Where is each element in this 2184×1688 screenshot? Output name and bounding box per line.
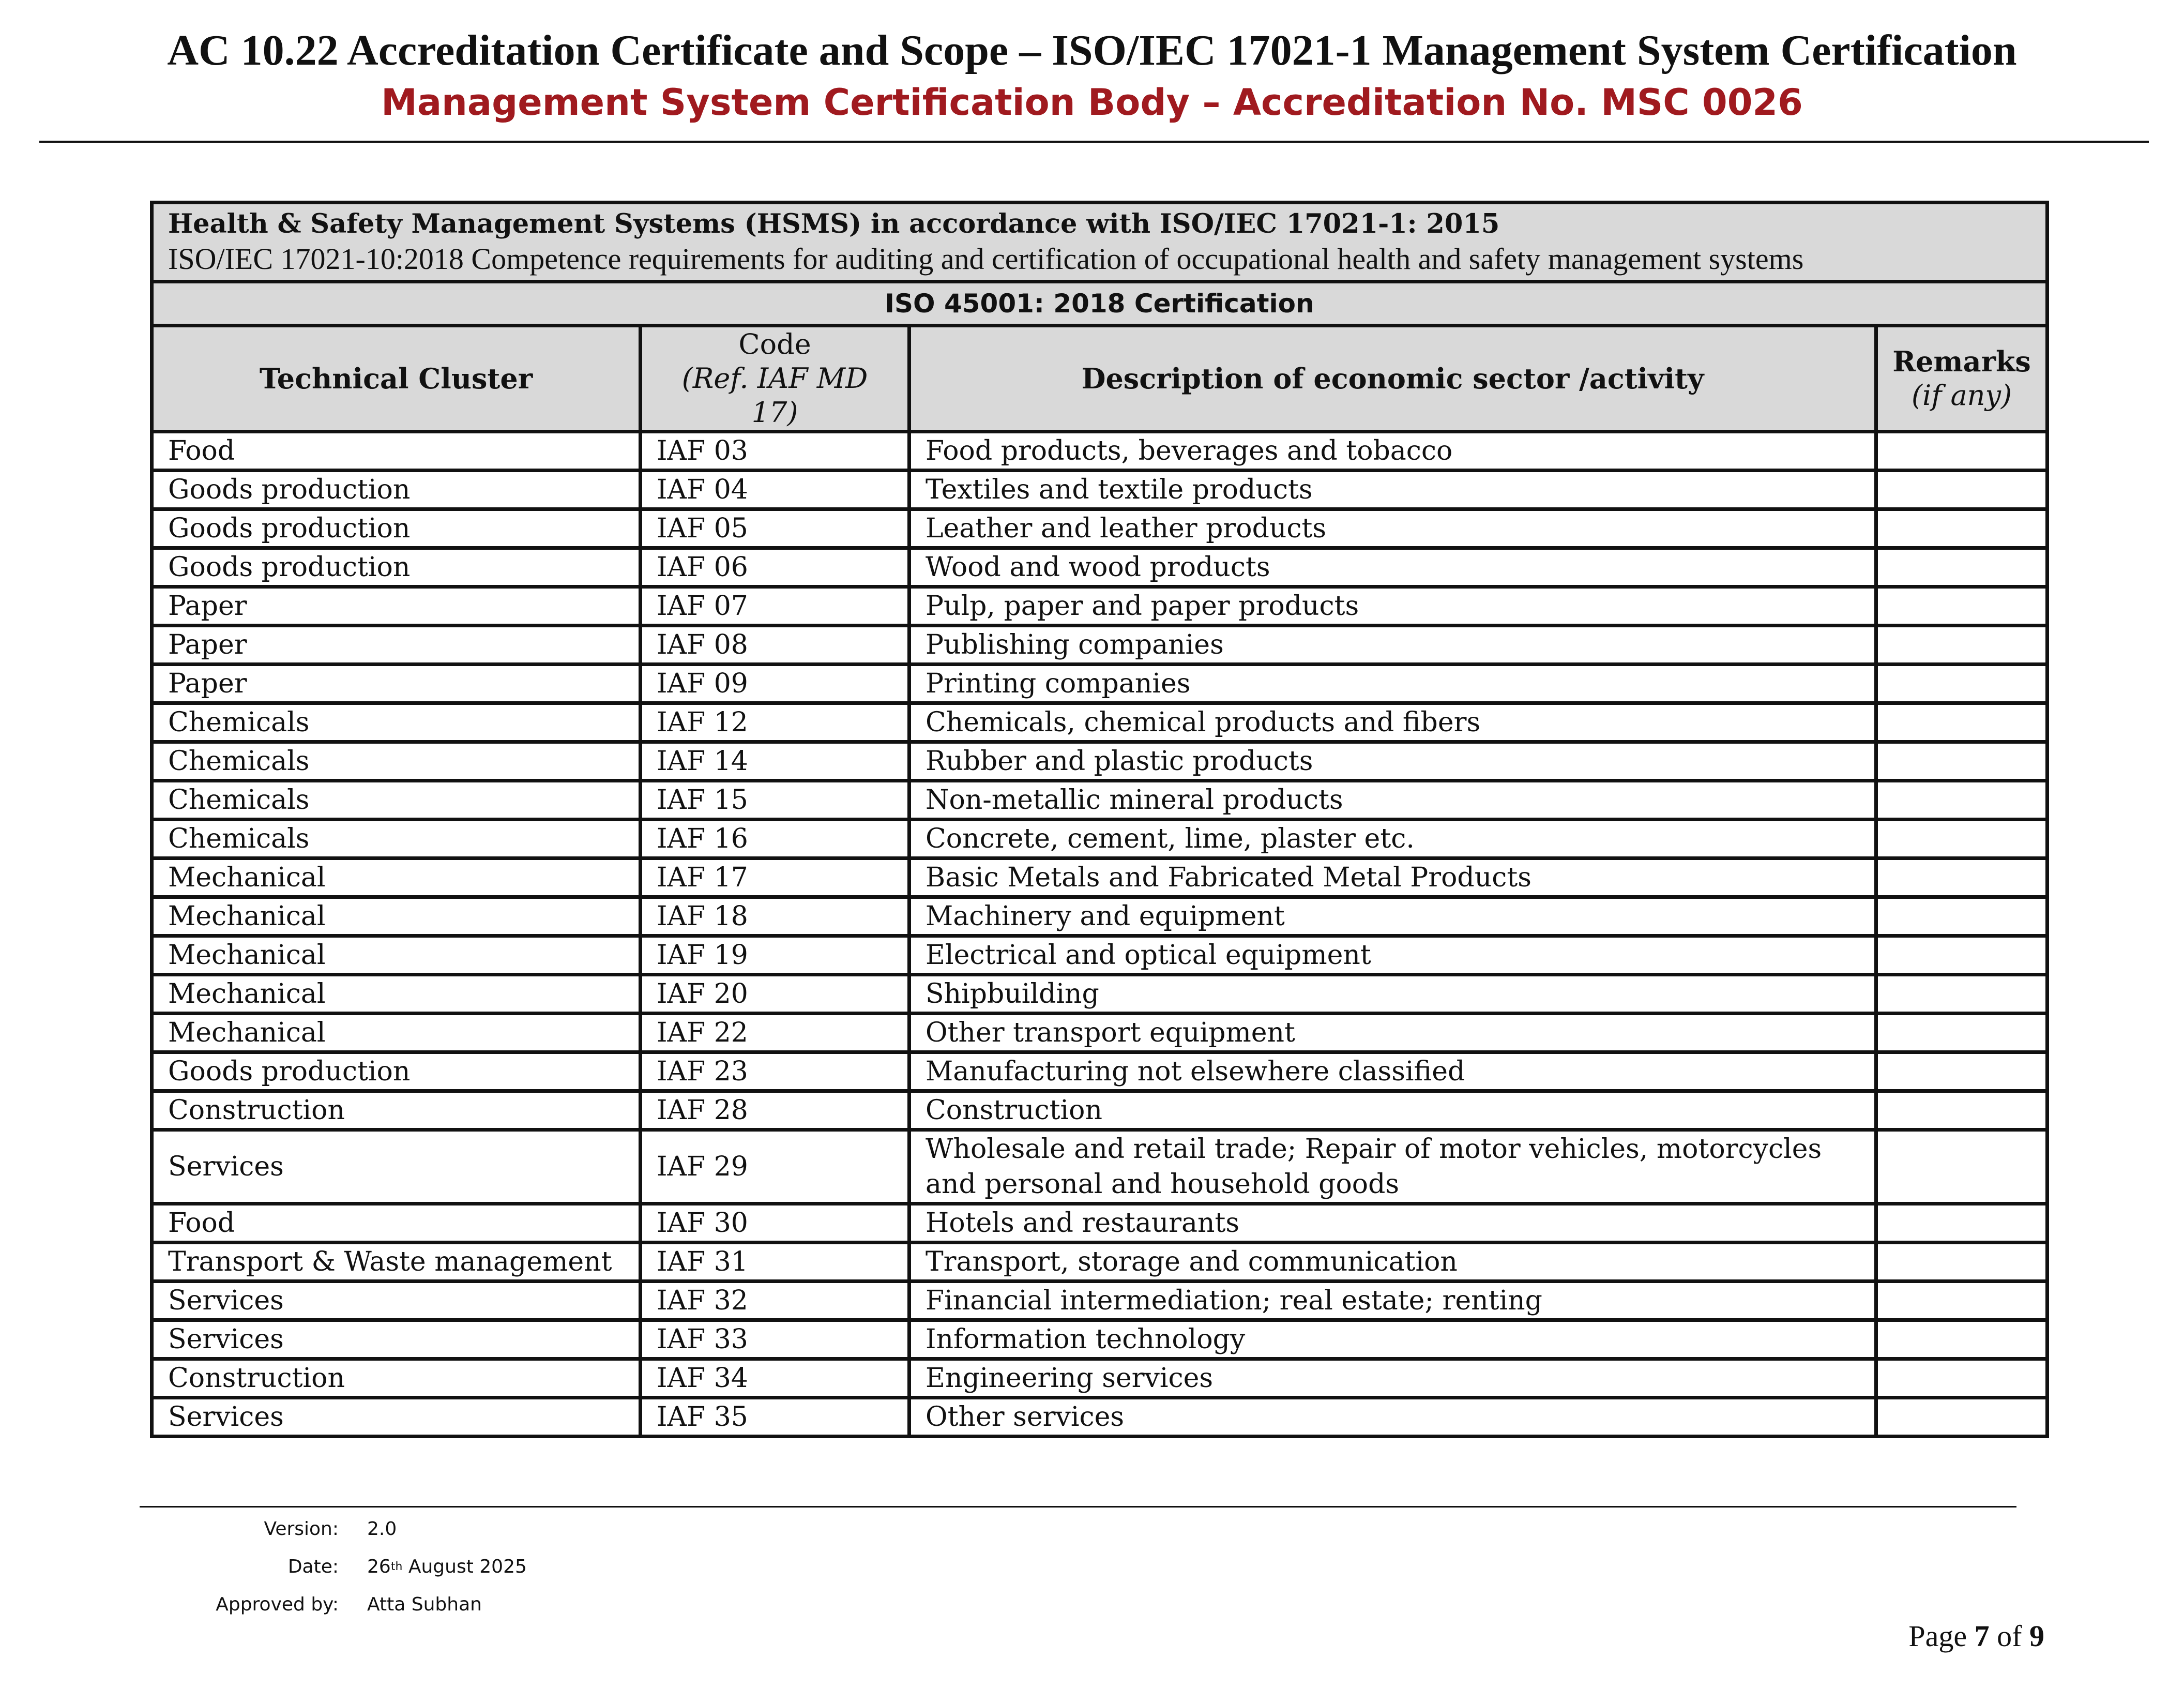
cell-code: IAF 12 bbox=[641, 703, 909, 742]
cell-code: IAF 19 bbox=[641, 936, 909, 975]
header-technical-cluster-label: Technical Cluster bbox=[259, 362, 533, 395]
table-row bbox=[152, 626, 2048, 665]
cell-description: Other services bbox=[909, 1398, 1876, 1437]
cell-code: IAF 04 bbox=[641, 471, 909, 509]
cell-code: IAF 33 bbox=[641, 1320, 909, 1359]
cell-code: IAF 18 bbox=[641, 897, 909, 936]
cell-remarks bbox=[1876, 1014, 2048, 1052]
header-code-label: Code bbox=[738, 328, 811, 360]
cell-description: Concrete, cement, lime, plaster etc. bbox=[909, 820, 1876, 858]
cell-code: IAF 06 bbox=[641, 548, 909, 587]
cell-cluster: Goods production bbox=[152, 548, 641, 587]
table-row bbox=[152, 587, 2048, 626]
table-row bbox=[152, 509, 2048, 548]
cell-description: Construction bbox=[909, 1091, 1876, 1130]
cell-description: Hotels and restaurants bbox=[909, 1204, 1876, 1243]
document-subtitle: Management System Certification Body – Accreditation No. MSC 0026 bbox=[381, 81, 1803, 124]
cell-remarks bbox=[1876, 432, 2048, 471]
page-current: 7 bbox=[1974, 1619, 1990, 1653]
table-row bbox=[152, 1320, 2048, 1359]
cell-remarks bbox=[1876, 1282, 2048, 1320]
cell-remarks bbox=[1876, 703, 2048, 742]
cell-code: IAF 28 bbox=[641, 1091, 909, 1130]
cell-cluster: Paper bbox=[152, 587, 641, 626]
cell-description: Wood and wood products bbox=[909, 548, 1876, 587]
table-caption-row bbox=[152, 203, 2048, 282]
cell-code: IAF 05 bbox=[641, 509, 909, 548]
cell-remarks bbox=[1876, 1320, 2048, 1359]
page-number bbox=[1908, 1619, 2044, 1653]
certification-row bbox=[152, 282, 2048, 326]
cell-description: Food products, beverages and tobacco bbox=[909, 432, 1876, 471]
cell-remarks bbox=[1876, 1204, 2048, 1243]
cell-code: IAF 32 bbox=[641, 1282, 909, 1320]
cell-description: Engineering services bbox=[909, 1359, 1876, 1398]
approved-value: Atta Subhan bbox=[367, 1593, 482, 1615]
cell-description: Publishing companies bbox=[909, 626, 1876, 665]
cell-remarks bbox=[1876, 1398, 2048, 1437]
cell-cluster: Services bbox=[152, 1320, 641, 1359]
cell-cluster: Food bbox=[152, 432, 641, 471]
cell-code: IAF 23 bbox=[641, 1052, 909, 1091]
cell-code: IAF 29 bbox=[641, 1130, 909, 1204]
cell-remarks bbox=[1876, 1359, 2048, 1398]
cell-code: IAF 08 bbox=[641, 626, 909, 665]
cell-code: IAF 34 bbox=[641, 1359, 909, 1398]
header-remarks-note: (if any) bbox=[1912, 379, 2012, 412]
date-value: 26 th August 2025 bbox=[367, 1548, 527, 1586]
cell-code: IAF 16 bbox=[641, 820, 909, 858]
cell-description: Wholesale and retail trade; Repair of motor vehicles, motorcycles and personal and household goods bbox=[909, 1130, 1876, 1204]
table-row bbox=[152, 1091, 2048, 1130]
cell-remarks bbox=[1876, 1243, 2048, 1282]
cell-remarks bbox=[1876, 820, 2048, 858]
cell-description: Financial intermediation; real estate; renting bbox=[909, 1282, 1876, 1320]
cell-remarks bbox=[1876, 587, 2048, 626]
cell-code: IAF 09 bbox=[641, 665, 909, 703]
header-description bbox=[909, 326, 1876, 432]
cell-cluster: Mechanical bbox=[152, 897, 641, 936]
cell-description: Textiles and textile products bbox=[909, 471, 1876, 509]
scope-table bbox=[150, 201, 2049, 1438]
cell-description: Pulp, paper and paper products bbox=[909, 587, 1876, 626]
table-row bbox=[152, 1359, 2048, 1398]
table-row bbox=[152, 703, 2048, 742]
cell-description: Transport, storage and communication bbox=[909, 1243, 1876, 1282]
cell-description: Information technology bbox=[909, 1320, 1876, 1359]
cell-description: Non-metallic mineral products bbox=[909, 781, 1876, 820]
certification-label: ISO 45001: 2018 Certification bbox=[152, 282, 2048, 326]
cell-cluster: Goods production bbox=[152, 509, 641, 548]
cell-code: IAF 17 bbox=[641, 858, 909, 897]
table-row bbox=[152, 471, 2048, 509]
table-row bbox=[152, 1243, 2048, 1282]
table-row bbox=[152, 897, 2048, 936]
cell-remarks bbox=[1876, 936, 2048, 975]
cell-code: IAF 03 bbox=[641, 432, 909, 471]
cell-description: Chemicals, chemical products and fibers bbox=[909, 703, 1876, 742]
cell-description: Shipbuilding bbox=[909, 975, 1876, 1014]
date-rest: August 2025 bbox=[402, 1556, 527, 1577]
cell-remarks bbox=[1876, 781, 2048, 820]
cell-code: IAF 22 bbox=[641, 1014, 909, 1052]
header-remarks bbox=[1876, 326, 2048, 432]
cell-cluster: Construction bbox=[152, 1091, 641, 1130]
table-row bbox=[152, 548, 2048, 587]
cell-cluster: Mechanical bbox=[152, 1014, 641, 1052]
cell-cluster: Goods production bbox=[152, 1052, 641, 1091]
table-row bbox=[152, 858, 2048, 897]
table-row bbox=[152, 1130, 2048, 1204]
cell-cluster: Paper bbox=[152, 665, 641, 703]
version-label: Version: bbox=[264, 1518, 339, 1540]
cell-code: IAF 14 bbox=[641, 742, 909, 781]
cell-cluster: Chemicals bbox=[152, 820, 641, 858]
header-code-ref: (Ref. IAF MD 17) bbox=[681, 362, 868, 429]
table-row bbox=[152, 432, 2048, 471]
caption-competence: ISO/IEC 17021-10:2018 Competence requirements for auditing and certification of occupational health and safety management systems bbox=[168, 242, 1804, 276]
cell-cluster: Transport & Waste management bbox=[152, 1243, 641, 1282]
cell-cluster: Food bbox=[152, 1204, 641, 1243]
cell-description: Printing companies bbox=[909, 665, 1876, 703]
table-row bbox=[152, 742, 2048, 781]
header-code bbox=[641, 326, 909, 432]
date-label: Date: bbox=[287, 1556, 339, 1577]
cell-code: IAF 31 bbox=[641, 1243, 909, 1282]
cell-cluster: Paper bbox=[152, 626, 641, 665]
cell-remarks bbox=[1876, 1130, 2048, 1204]
cell-cluster: Goods production bbox=[152, 471, 641, 509]
table-row bbox=[152, 1282, 2048, 1320]
cell-code: IAF 15 bbox=[641, 781, 909, 820]
cell-description: Other transport equipment bbox=[909, 1014, 1876, 1052]
table-row bbox=[152, 1014, 2048, 1052]
cell-remarks bbox=[1876, 665, 2048, 703]
cell-description: Electrical and optical equipment bbox=[909, 936, 1876, 975]
header-remarks-label: Remarks bbox=[1892, 345, 2031, 378]
cell-cluster: Mechanical bbox=[152, 858, 641, 897]
footer-values bbox=[367, 1510, 527, 1623]
cell-code: IAF 20 bbox=[641, 975, 909, 1014]
cell-code: IAF 07 bbox=[641, 587, 909, 626]
cell-remarks bbox=[1876, 1052, 2048, 1091]
cell-remarks bbox=[1876, 897, 2048, 936]
cell-cluster: Services bbox=[152, 1398, 641, 1437]
table-row bbox=[152, 1052, 2048, 1091]
date-day: 26 bbox=[367, 1556, 391, 1577]
cell-cluster: Services bbox=[152, 1282, 641, 1320]
page-total: 9 bbox=[2029, 1619, 2044, 1653]
table-row bbox=[152, 936, 2048, 975]
cell-cluster: Services bbox=[152, 1130, 641, 1204]
footer-divider bbox=[140, 1506, 2016, 1508]
cell-description: Basic Metals and Fabricated Metal Products bbox=[909, 858, 1876, 897]
table-row bbox=[152, 665, 2048, 703]
table-row bbox=[152, 1398, 2048, 1437]
approved-label: Approved by: bbox=[216, 1593, 339, 1615]
document-title: AC 10.22 Accreditation Certificate and Scope – ISO/IEC 17021-1 Management System Certification bbox=[167, 26, 2017, 74]
header-divider bbox=[39, 141, 2149, 143]
table-caption bbox=[152, 203, 2048, 282]
cell-description: Leather and leather products bbox=[909, 509, 1876, 548]
cell-cluster: Mechanical bbox=[152, 975, 641, 1014]
table-row bbox=[152, 975, 2048, 1014]
cell-cluster: Construction bbox=[152, 1359, 641, 1398]
cell-code: IAF 30 bbox=[641, 1204, 909, 1243]
cell-remarks bbox=[1876, 975, 2048, 1014]
cell-description: Rubber and plastic products bbox=[909, 742, 1876, 781]
cell-remarks bbox=[1876, 471, 2048, 509]
cell-cluster: Mechanical bbox=[152, 936, 641, 975]
cell-remarks bbox=[1876, 858, 2048, 897]
cell-remarks bbox=[1876, 742, 2048, 781]
cell-cluster: Chemicals bbox=[152, 742, 641, 781]
cell-cluster: Chemicals bbox=[152, 703, 641, 742]
header-technical-cluster bbox=[152, 326, 641, 432]
cell-description: Machinery and equipment bbox=[909, 897, 1876, 936]
cell-code: IAF 35 bbox=[641, 1398, 909, 1437]
page-prefix: Page bbox=[1908, 1619, 1975, 1653]
cell-remarks bbox=[1876, 626, 2048, 665]
header-description-label: Description of economic sector /activity bbox=[1081, 362, 1704, 395]
table-row bbox=[152, 1204, 2048, 1243]
table-row bbox=[152, 820, 2048, 858]
caption-standard: Health & Safety Management Systems (HSMS) in accordance with ISO/IEC 17021-1: 2015 bbox=[168, 208, 1500, 239]
footer-labels bbox=[103, 1510, 339, 1623]
cell-remarks bbox=[1876, 509, 2048, 548]
table-row bbox=[152, 781, 2048, 820]
page-of: of bbox=[1989, 1619, 2029, 1653]
version-value: 2.0 bbox=[367, 1518, 397, 1540]
cell-remarks bbox=[1876, 1091, 2048, 1130]
column-header-row bbox=[152, 326, 2048, 432]
cell-cluster: Chemicals bbox=[152, 781, 641, 820]
cell-remarks bbox=[1876, 548, 2048, 587]
cell-description: Manufacturing not elsewhere classified bbox=[909, 1052, 1876, 1091]
